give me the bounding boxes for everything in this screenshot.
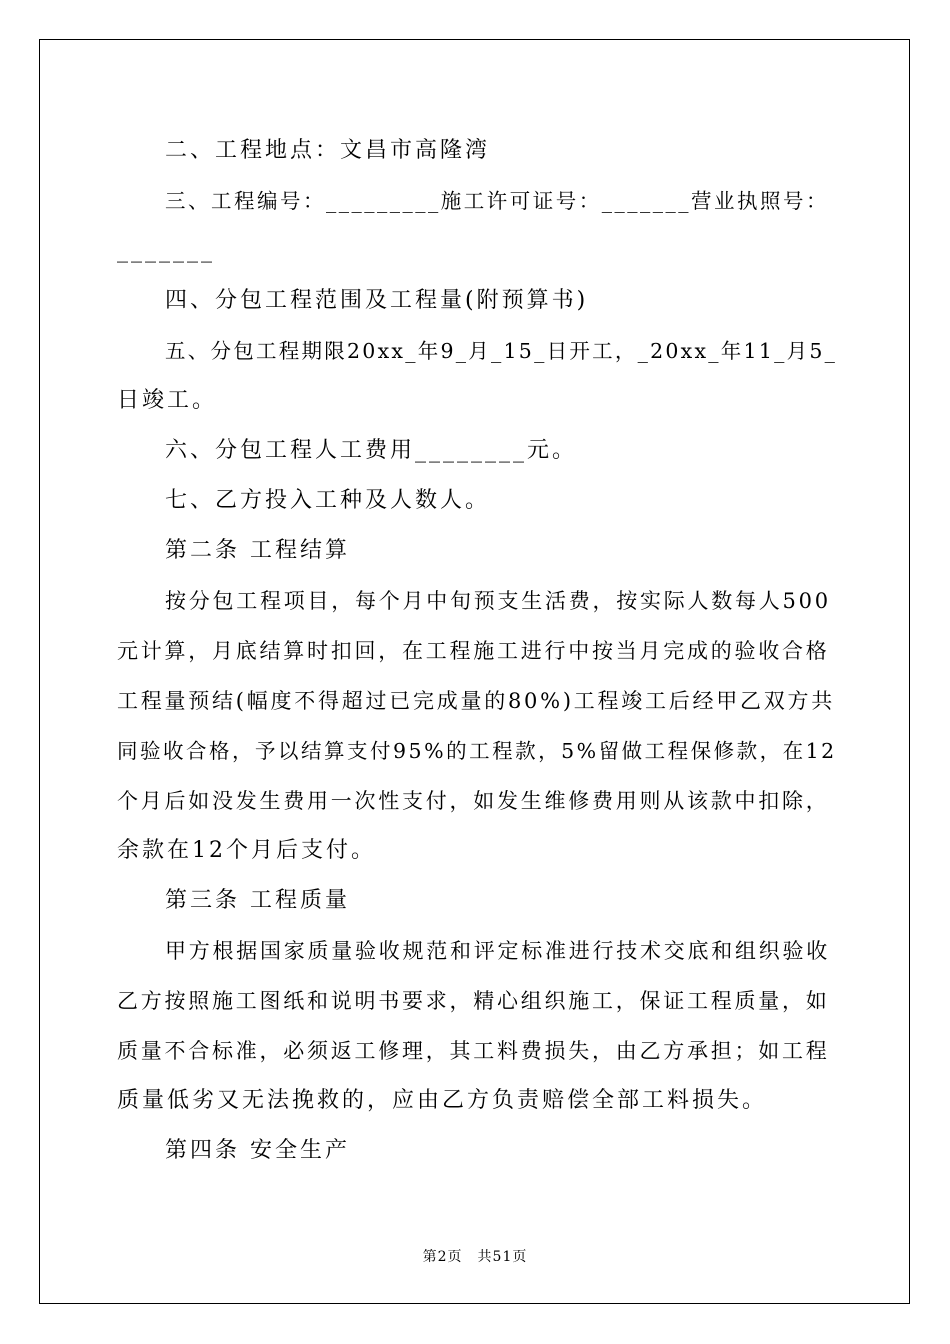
text-line: 工程量预结(幅度不得超过已完成量的80%)工程竣工后经甲乙双方共 — [117, 689, 836, 713]
text-line: _______ — [117, 238, 215, 263]
text-line: 七、乙方投入工种及人数人。 — [165, 488, 491, 513]
text-line: 乙方按照施工图纸和说明书要求，精心组织施工，保证工程质量，如 — [117, 989, 830, 1013]
document-body — [117, 126, 837, 1176]
text-line: 质量不合标准，必须返工修理，其工料费损失，由乙方承担；如工程 — [117, 1039, 830, 1063]
text-line: 同验收合格，予以结算支付95%的工程款，5%留做工程保修款，在12 — [117, 739, 837, 763]
section-heading: 第二条 工程结算 — [165, 538, 350, 563]
text-line: 六、分包工程人工费用________元。 — [165, 438, 578, 463]
text-line: 日竣工。 — [117, 388, 218, 413]
text-line: 甲方根据国家质量验收规范和评定标准进行技术交底和组织验收 — [165, 939, 830, 963]
text-line: 按分包工程项目，每个月中旬预支生活费，按实际人数每人500 — [165, 589, 831, 613]
section-heading: 第三条 工程质量 — [165, 888, 350, 913]
text-line: 质量低劣又无法挽救的，应由乙方负责赔偿全部工料损失。 — [117, 1088, 768, 1113]
text-line: 五、分包工程期限20xx_年9_月_15_日开工，_20xx_年11_月5_ — [165, 339, 838, 363]
text-line: 个月后如没发生费用一次性支付，如发生维修费用则从该款中扣除， — [117, 789, 830, 813]
text-line: 余款在12个月后支付。 — [117, 838, 376, 863]
text-line: 元计算，月底结算时扣回，在工程施工进行中按当月完成的验收合格 — [117, 639, 830, 663]
page-number-footer: 第2页 共51页 — [422, 1249, 528, 1265]
text-line: 四、分包工程范围及工程量(附预算书) — [165, 288, 589, 313]
text-line: 三、工程编号：_________施工许可证号：_______营业执照号： — [165, 189, 829, 213]
text-line: 二、工程地点：文昌市高隆湾 — [165, 138, 491, 163]
section-heading: 第四条 安全生产 — [165, 1138, 350, 1163]
